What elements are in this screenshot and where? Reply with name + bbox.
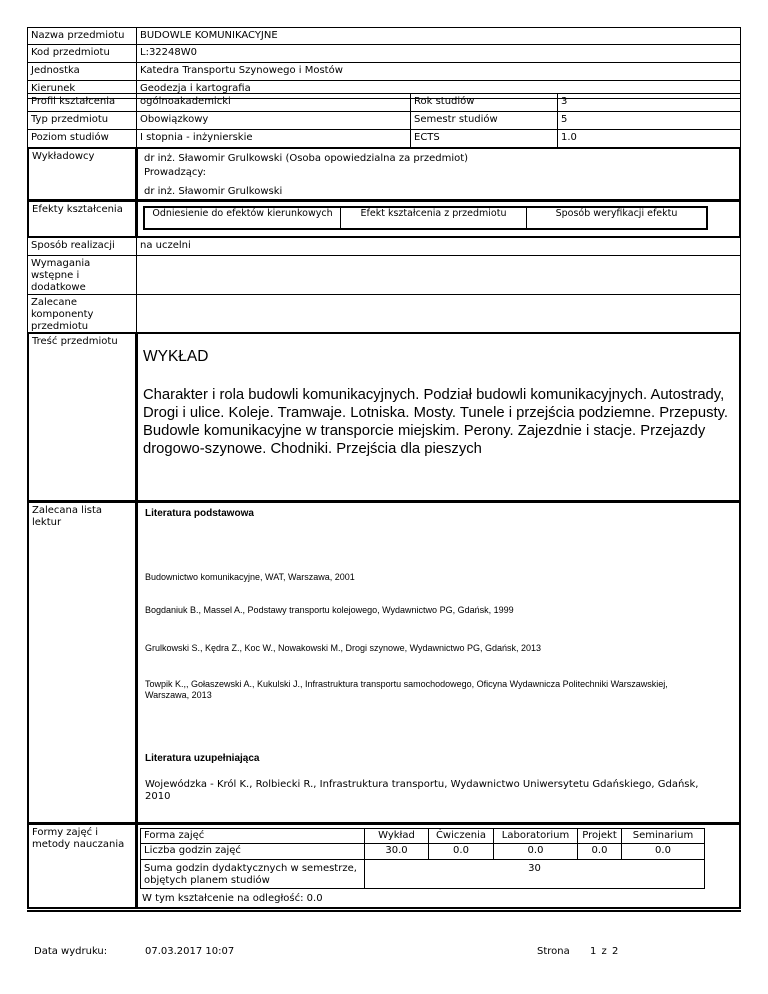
field-label: Jednostka: [27, 62, 137, 81]
forms-header-project: Projekt: [577, 828, 622, 844]
reading-cell: [136, 501, 741, 824]
page-number: 1 z 2: [590, 946, 619, 957]
field-value: 3: [557, 93, 741, 112]
prerequisites-label: Wymagania wstępne i dodatkowe: [27, 255, 137, 295]
content-heading: WYKŁAD: [143, 348, 209, 365]
print-date: 07.03.2017 10:07: [145, 946, 235, 957]
forms-sum-value: 30: [364, 859, 705, 889]
reading-label: Zalecana lista lektur: [27, 501, 137, 824]
field-of-study: Geodezja i kartografia: [136, 80, 741, 99]
forms-sum-label: Suma godzin dydaktycznych w semestrze, objętych planem studiów: [140, 859, 365, 889]
content-label: Treść przedmiotu: [27, 332, 137, 502]
reading-extra-item: Wojewódzka - Król K., Rolbiecki R., Infrastruktura transportu, Wydawnictwo Uniwersytetu Gdańskiego, Gdańsk, 2010: [145, 779, 699, 802]
content-text: Charakter i rola budowli komunikacyjnych. Podział budowli komunikacyjnych. Autostrady, Drogi i ulice. Koleje. Tramwaje. Lotniska. Mosty. Tunele i przejścia podziemne. Przepusty. Budowle komunikacyjne w transporcie miejskim. Perony. Zajezdnie i stacje. Przejazdy drogowo-szynowe. Chodniki. Przejścia dla pieszych: [143, 387, 729, 457]
reading-basic-heading: Literatura podstawowa: [145, 508, 254, 519]
reading-extra-heading: Literatura uzupełniająca: [145, 753, 260, 764]
forms-remote: W tym kształcenie na odległość: 0.0: [142, 893, 323, 904]
effects-col-verification: Sposób weryfikacji efektu: [555, 208, 678, 219]
reading-basic-item: Bogdaniuk B., Massel A., Podstawy transportu kolejowego, Wydawnictwo PG, Gdańsk, 1999: [145, 605, 514, 615]
effects-col-effect: Efekt kształcenia z przedmiotu: [341, 208, 527, 228]
realization-value: na uczelni: [136, 237, 741, 256]
lecturer-main: dr inż. Sławomir Grulkowski (Osoba opowiedzialna za przedmiot): [144, 153, 469, 164]
forms-header-seminar: Seminarium: [621, 828, 705, 844]
field-value: 5: [557, 111, 741, 130]
forms-header-exercises: Ćwiczenia: [428, 828, 494, 844]
forms-hours-label: Liczba godzin zajęć: [140, 843, 365, 860]
effects-table: [143, 206, 708, 230]
field-label: Kod przedmiotu: [27, 44, 137, 63]
field-label: ECTS: [410, 129, 558, 148]
forms-header-lecture: Wykład: [364, 828, 429, 844]
forms-hours-seminar: 0.0: [621, 843, 705, 860]
page-label: Strona: [537, 946, 570, 957]
forms-label: Formy zajęć i metody nauczania: [27, 823, 137, 909]
effects-col-reference: Odniesienie do efektów kierunkowych: [145, 208, 341, 228]
lecturer-sub-value: dr inż. Sławomir Grulkowski: [144, 186, 283, 197]
field-label: Profil kształcenia: [27, 93, 137, 112]
forms-hours-lecture: 30.0: [364, 843, 429, 860]
reading-basic-item: Towpik K.,, Gołaszewski A., Kukulski J., Infrastruktura transportu samochodowego, Oficyna Wydawnicza Politechniki Warszawskiej, Warszawa, 2013: [145, 679, 668, 700]
print-label: Data wydruku:: [34, 946, 108, 957]
effects-label: Efekty kształcenia: [27, 200, 137, 238]
field-label: Rok studiów: [410, 93, 558, 112]
forms-header-form: Forma zajęć: [140, 828, 365, 844]
forms-header-laboratory: Laboratorium: [493, 828, 578, 844]
lecturer-sub-label: Prowadzący:: [144, 167, 206, 178]
forms-hours-exercises: 0.0: [428, 843, 494, 860]
field-label: Semestr studiów: [410, 111, 558, 130]
field-label: Kierunek: [27, 80, 137, 99]
forms-hours-project: 0.0: [577, 843, 622, 860]
unit-name: Katedra Transportu Szynowego i Mostów: [136, 62, 741, 81]
components-value: [136, 294, 741, 333]
prerequisites-value: [136, 255, 741, 295]
lecturers-label: Wykładowcy: [27, 147, 137, 201]
field-value: Obowiązkowy: [136, 111, 411, 130]
realization-label: Sposób realizacji: [27, 237, 137, 256]
field-label: Typ przedmiotu: [27, 111, 137, 130]
field-label: Poziom studiów: [27, 129, 137, 148]
reading-basic-item: Budownictwo komunikacyjne, WAT, Warszawa, 2001: [145, 572, 355, 582]
field-value: I stopnia - inżynierskie: [136, 129, 411, 148]
field-label: Nazwa przedmiotu: [27, 27, 137, 45]
field-value: ogólnoakademicki: [136, 93, 411, 112]
field-value: 1.0: [557, 129, 741, 148]
forms-hours-laboratory: 0.0: [493, 843, 578, 860]
components-label: Zalecane komponenty przedmiotu: [27, 294, 137, 333]
divider: [27, 910, 741, 912]
course-code: L:32248W0: [136, 44, 741, 63]
lecturers-cell: [136, 147, 741, 201]
course-name: BUDOWLE KOMUNIKACYJNE: [136, 27, 741, 45]
reading-basic-item: Grulkowski S., Kędra Z., Koc W., Nowakowski M., Drogi szynowe, Wydawnictwo PG, Gdańsk, 2013: [145, 643, 542, 653]
